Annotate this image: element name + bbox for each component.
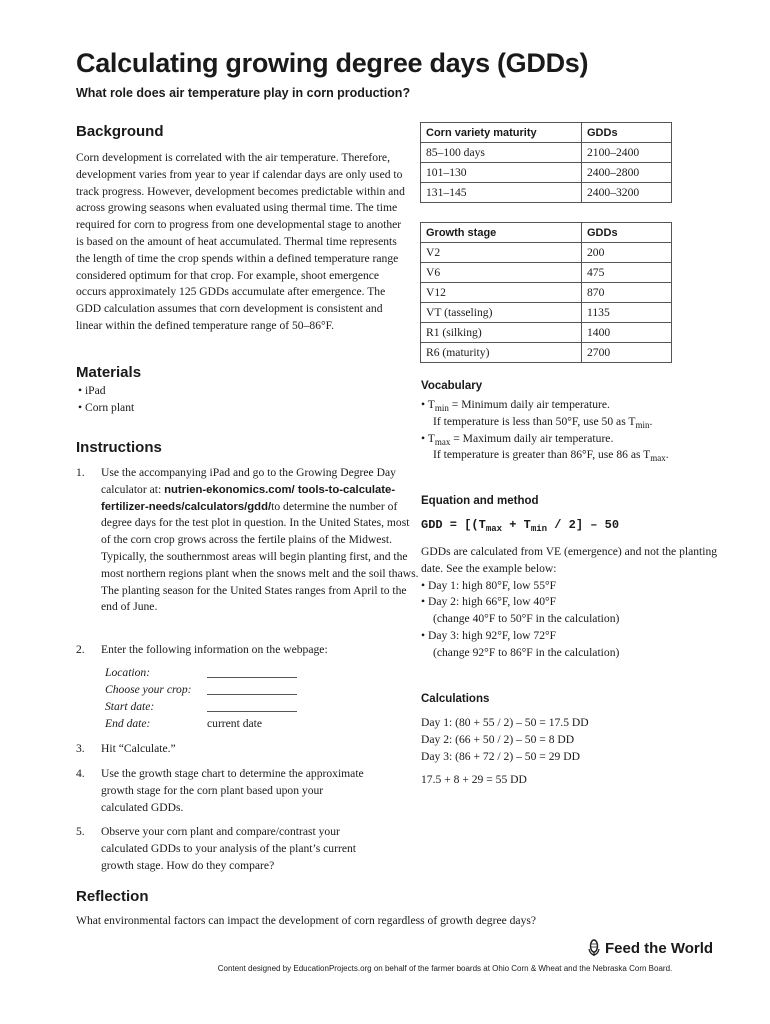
materials-item-ipad: • iPad xyxy=(78,384,106,397)
crop-blank[interactable] xyxy=(207,682,297,695)
corn-icon xyxy=(587,939,601,957)
table-header-cell: Growth stage xyxy=(421,223,582,243)
end-date-value: current date xyxy=(207,717,263,730)
calculation-total: 17.5 + 8 + 29 = 55 DD xyxy=(421,773,527,787)
example-day-3: • Day 3: high 92°F, low 72°F xyxy=(421,628,557,642)
calculations-list xyxy=(421,715,721,789)
instructions-heading: Instructions xyxy=(76,439,162,456)
table-cell: R6 (maturity) xyxy=(421,343,582,363)
table-row xyxy=(421,263,672,283)
tmax-note: If temperature is greater than 86°F, use 86 as $T_{max}$. xyxy=(433,448,669,464)
table-row xyxy=(421,163,672,183)
start-date-blank[interactable] xyxy=(207,699,297,712)
table-header-cell: GDDs xyxy=(582,223,672,243)
tmin-text: = Minimum daily air temperature. xyxy=(448,398,610,411)
table-row xyxy=(421,303,672,323)
step-number: 3. xyxy=(76,742,85,755)
calculation-line: Day 3: (86 + 72 / 2) – 50 = 29 DD xyxy=(421,749,580,763)
location-blank[interactable] xyxy=(207,665,297,678)
logo-text: Feed the World xyxy=(605,939,714,957)
min-subscript: min xyxy=(530,524,548,534)
webpage-fields xyxy=(105,665,297,733)
step-text: Observe your corn plant and compare/contrast your calculated GDDs to your analysis of the plant’s current growth stage. How do they compare? xyxy=(101,825,356,872)
max-subscript: max xyxy=(434,436,451,447)
materials-list xyxy=(78,383,134,417)
vocabulary-list xyxy=(421,397,721,464)
step-text: Use the growth stage chart to determine the approximate growth stage for the corn plant based upon your calculated GDDs. xyxy=(101,767,364,814)
min-subscript: min xyxy=(635,419,650,430)
page-subtitle: What role does air temperature play in corn production? xyxy=(76,86,411,100)
gdd-formula xyxy=(421,518,619,532)
step-text: Enter the following information on the webpage: xyxy=(101,643,328,656)
crop-label: Choose your crop: xyxy=(105,683,192,696)
t-symbol: T xyxy=(427,398,435,411)
step-1-detail: to determine the number of degree days for the test plot in question. In the United States, most of the corn crop grows across the fertile plains of the Midwest. Typically, the southernmost areas will begin planting first, and the most northern regions plant when the snows melt and the soil thaws. The planting season for the United States ranges from April to the end of June. xyxy=(101,499,419,614)
table-row xyxy=(421,343,672,363)
step-number: 2. xyxy=(76,643,85,656)
table-cell: 2700 xyxy=(582,343,672,363)
materials-heading: Materials xyxy=(76,364,142,381)
table-cell: 131–145 xyxy=(421,183,582,203)
start-date-label: Start date: xyxy=(105,700,155,713)
growth-stage-table xyxy=(420,222,672,363)
table-row xyxy=(421,143,672,163)
table-cell: 2100–2400 xyxy=(582,143,672,163)
example-day-2-note: (change 40°F to 50°F in the calculation) xyxy=(433,612,620,626)
step-number: 1. xyxy=(76,466,85,479)
calculation-line: Day 2: (66 + 50 / 2) – 50 = 8 DD xyxy=(421,732,575,746)
table-cell: 1135 xyxy=(582,303,672,323)
table-row xyxy=(421,323,672,343)
calculation-line: Day 1: (80 + 55 / 2) – 50 = 17.5 DD xyxy=(421,716,589,729)
instructions-list xyxy=(76,465,421,885)
page-title: Calculating growing degree days (GDDs) xyxy=(76,48,589,78)
table-header-row xyxy=(421,123,672,143)
table-row xyxy=(421,243,672,263)
calculator-link[interactable]: nutrien-ekonomics.com/ tools-to-calculate-fertilizer-needs/calculators/gdd/ xyxy=(101,483,396,513)
example-day-3-note: (change 92°F to 86°F in the calculation) xyxy=(433,645,620,659)
feed-the-world-logo xyxy=(587,939,713,957)
table-cell: 870 xyxy=(582,283,672,303)
max-subscript: max xyxy=(650,453,666,464)
example-day-1: • Day 1: high 80°F, low 55°F xyxy=(421,578,557,592)
step-number: 4. xyxy=(76,767,85,780)
table-cell: V6 xyxy=(421,263,582,283)
formula-part: / 2] – 50 xyxy=(547,518,620,532)
table-cell: 1400 xyxy=(582,323,672,343)
reflection-heading: Reflection xyxy=(76,888,149,905)
table-row xyxy=(421,283,672,303)
vocabulary-heading: Vocabulary xyxy=(421,380,483,392)
max-subscript: max xyxy=(485,524,503,534)
equation-heading: Equation and method xyxy=(421,495,539,507)
step-1-intro: Use the accompanying iPad and go to the Growing Degree Day calculator at: xyxy=(101,466,396,496)
end-date-label: End date: xyxy=(105,717,151,730)
background-heading: Background xyxy=(76,123,164,140)
calculations-heading: Calculations xyxy=(421,693,490,705)
table-header-cell: Corn variety maturity xyxy=(421,123,582,143)
table-row xyxy=(421,183,672,203)
table-cell: 2400–3200 xyxy=(582,183,672,203)
footer-credit: Content designed by EducationProjects.org on behalf of the farmer boards at Ohio Corn & Wheat and the Nebraska Corn Board. xyxy=(217,964,673,973)
maturity-table xyxy=(420,122,672,203)
table-cell: VT (tasseling) xyxy=(421,303,582,323)
location-label: Location: xyxy=(105,666,151,679)
method-intro: GDDs are calculated from VE (emergence) and not the planting date. See the example below: xyxy=(421,545,718,575)
reflection-question: What environmental factors can impact the development of corn regardless of growth degree days? xyxy=(76,914,537,927)
step-text: Hit “Calculate.” xyxy=(101,742,176,755)
table-header-cell: GDDs xyxy=(582,123,672,143)
tmin-note-text: If temperature is less than 50°F, use 50 as T xyxy=(433,414,636,428)
table-cell: V2 xyxy=(421,243,582,263)
table-cell: 2400–2800 xyxy=(582,163,672,183)
formula-part: + T xyxy=(502,518,531,532)
tmax-definition: • $T_{max}$ = Maximum daily air temperature. xyxy=(421,431,614,447)
example-day-2: • Day 2: high 66°F, low 40°F xyxy=(421,595,557,609)
table-cell: 475 xyxy=(582,263,672,283)
min-subscript: min xyxy=(434,403,449,413)
tmin-note: If temperature is less than 50°F, use 50 as $T_{min}$. xyxy=(433,414,653,430)
tmin-definition: • $T_{min}$ = Minimum daily air temperature. xyxy=(421,398,610,413)
tmax-text: = Maximum daily air temperature. xyxy=(450,431,614,445)
t-symbol: T xyxy=(427,431,435,445)
tmax-note-text: If temperature is greater than 86°F, use 86 as T xyxy=(433,448,651,462)
table-cell: V12 xyxy=(421,283,582,303)
background-text: Corn development is correlated with the air temperature. Therefore, development varies from year to year if calendar days are only used to track progress. However, development becomes predictable within and across growing seasons when evaluated using thermal time. The time required for corn to progress from one developmental stage to another is based on the amount of heat accumulated. Thermal time represents the length of time the crop spends within a defined temperature range considered optimum for that crop. For example, shoot emergence occurs approximately 125 GDDs accumulate after emergence. The GDD calculation assumes that corn development is consistent and linear within the defined temperature range of 50–86°F. xyxy=(76,151,405,332)
table-cell: 101–130 xyxy=(421,163,582,183)
formula-part: GDD = [(T xyxy=(421,518,486,532)
table-cell: 85–100 days xyxy=(421,143,582,163)
table-header-row xyxy=(421,223,672,243)
step-number: 5. xyxy=(76,825,85,838)
table-cell: 200 xyxy=(582,243,672,263)
equation-method xyxy=(421,544,721,662)
table-cell: R1 (silking) xyxy=(421,323,582,343)
materials-item-corn: • Corn plant xyxy=(78,400,135,414)
step-text xyxy=(101,465,421,616)
